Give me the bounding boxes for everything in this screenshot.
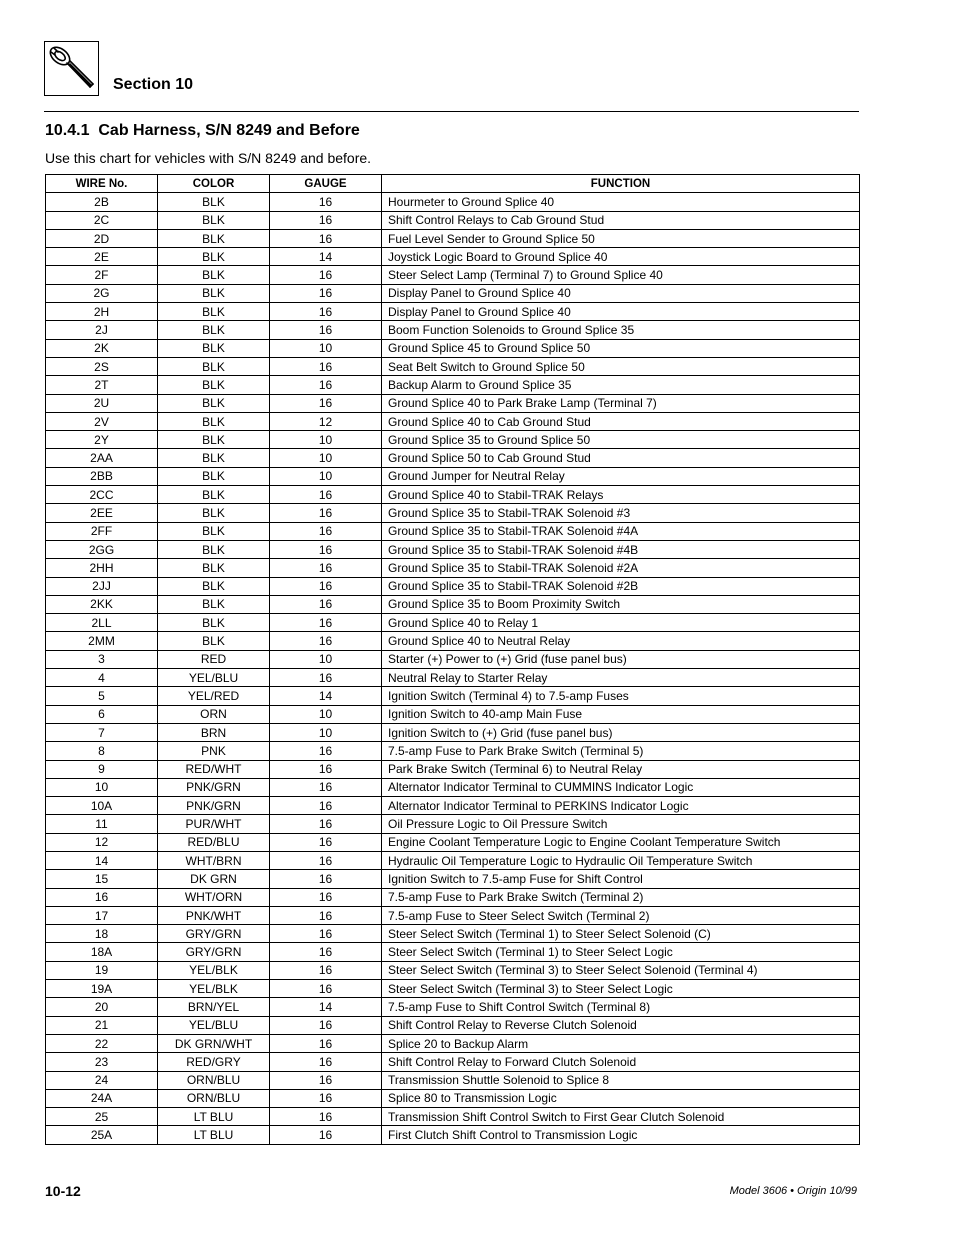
table-row — [46, 815, 860, 833]
wire-no-cell: 16 — [46, 888, 158, 906]
subsection-title: 10.4.1 Cab Harness, S/N 8249 and Before — [45, 122, 360, 139]
color-cell: YEL/RED — [158, 687, 270, 705]
wire-no-cell: 6 — [46, 705, 158, 723]
column-header-function: FUNCTION — [382, 175, 860, 193]
function-cell: Ignition Switch (Terminal 4) to 7.5-amp Fuses — [382, 687, 860, 705]
table-row — [46, 559, 860, 577]
wire-no-cell: 20 — [46, 998, 158, 1016]
gauge-cell: 16 — [270, 211, 382, 229]
table-row — [46, 486, 860, 504]
table-row — [46, 339, 860, 357]
wire-no-cell: 21 — [46, 1016, 158, 1034]
gauge-cell: 16 — [270, 1126, 382, 1144]
wire-no-cell: 25A — [46, 1126, 158, 1144]
table-row — [46, 522, 860, 540]
gauge-cell: 16 — [270, 906, 382, 924]
color-cell: PNK/WHT — [158, 906, 270, 924]
table-row — [46, 321, 860, 339]
gauge-cell: 16 — [270, 595, 382, 613]
function-cell: Steer Select Switch (Terminal 3) to Steer Select Logic — [382, 980, 860, 998]
color-cell: LT BLU — [158, 1108, 270, 1126]
gauge-cell: 16 — [270, 577, 382, 595]
column-header-wire-no: WIRE No. — [46, 175, 158, 193]
function-cell: Park Brake Switch (Terminal 6) to Neutral Relay — [382, 760, 860, 778]
table-row — [46, 998, 860, 1016]
table-row — [46, 961, 860, 979]
color-cell: ORN — [158, 705, 270, 723]
function-cell: Ground Splice 40 to Relay 1 — [382, 614, 860, 632]
gauge-cell: 16 — [270, 1108, 382, 1126]
wire-no-cell: 4 — [46, 669, 158, 687]
function-cell: Transmission Shuttle Solenoid to Splice 8 — [382, 1071, 860, 1089]
function-cell: Steer Select Lamp (Terminal 7) to Ground Splice 40 — [382, 266, 860, 284]
gauge-cell: 16 — [270, 815, 382, 833]
wire-no-cell: 7 — [46, 723, 158, 741]
gauge-cell: 16 — [270, 193, 382, 211]
color-cell: BLK — [158, 339, 270, 357]
function-cell: Alternator Indicator Terminal to PERKINS Indicator Logic — [382, 797, 860, 815]
function-cell: Ground Splice 35 to Stabil-TRAK Solenoid #2A — [382, 559, 860, 577]
color-cell: YEL/BLU — [158, 1016, 270, 1034]
color-cell: PNK/GRN — [158, 797, 270, 815]
wire-no-cell: 2K — [46, 339, 158, 357]
function-cell: Ignition Switch to 40-amp Main Fuse — [382, 705, 860, 723]
column-header-color: COLOR — [158, 175, 270, 193]
gauge-cell: 16 — [270, 632, 382, 650]
wire-no-cell: 2S — [46, 357, 158, 375]
gauge-cell: 16 — [270, 559, 382, 577]
color-cell: BLK — [158, 394, 270, 412]
gauge-cell: 14 — [270, 687, 382, 705]
wire-no-cell: 15 — [46, 870, 158, 888]
color-cell: BLK — [158, 229, 270, 247]
wire-harness-table — [45, 174, 860, 1145]
color-cell: BLK — [158, 211, 270, 229]
table-row — [46, 504, 860, 522]
function-cell: Hydraulic Oil Temperature Logic to Hydraulic Oil Temperature Switch — [382, 851, 860, 869]
table-row — [46, 925, 860, 943]
function-cell: Ground Splice 40 to Stabil-TRAK Relays — [382, 486, 860, 504]
table-row — [46, 1108, 860, 1126]
wire-no-cell: 2C — [46, 211, 158, 229]
gauge-cell: 16 — [270, 1016, 382, 1034]
table-row — [46, 412, 860, 430]
color-cell: BLK — [158, 467, 270, 485]
wire-no-cell: 24 — [46, 1071, 158, 1089]
wire-no-cell: 2V — [46, 412, 158, 430]
wire-no-cell: 2CC — [46, 486, 158, 504]
color-cell: BLK — [158, 303, 270, 321]
model-info: Model 3606 • Origin 10/99 — [729, 1185, 857, 1197]
color-cell: BLK — [158, 522, 270, 540]
wire-no-cell: 18 — [46, 925, 158, 943]
gauge-cell: 16 — [270, 1089, 382, 1107]
color-cell: YEL/BLK — [158, 980, 270, 998]
function-cell: Ignition Switch to (+) Grid (fuse panel bus) — [382, 723, 860, 741]
wire-no-cell: 24A — [46, 1089, 158, 1107]
gauge-cell: 16 — [270, 888, 382, 906]
wire-no-cell: 22 — [46, 1034, 158, 1052]
function-cell: Starter (+) Power to (+) Grid (fuse panel bus) — [382, 650, 860, 668]
function-cell: Ground Splice 35 to Stabil-TRAK Solenoid #4A — [382, 522, 860, 540]
function-cell: Transmission Shift Control Switch to First Gear Clutch Solenoid — [382, 1108, 860, 1126]
function-cell: Oil Pressure Logic to Oil Pressure Switch — [382, 815, 860, 833]
color-cell: BLK — [158, 504, 270, 522]
function-cell: Ground Splice 35 to Stabil-TRAK Solenoid #4B — [382, 540, 860, 558]
function-cell: Fuel Level Sender to Ground Splice 50 — [382, 229, 860, 247]
table-row — [46, 851, 860, 869]
table-header-row — [46, 175, 860, 193]
color-cell: GRY/GRN — [158, 943, 270, 961]
color-cell: RED — [158, 650, 270, 668]
gauge-cell: 16 — [270, 961, 382, 979]
table-row — [46, 778, 860, 796]
wire-no-cell: 3 — [46, 650, 158, 668]
wire-no-cell: 2J — [46, 321, 158, 339]
wire-no-cell: 17 — [46, 906, 158, 924]
table-row — [46, 248, 860, 266]
wire-no-cell: 2FF — [46, 522, 158, 540]
gauge-cell: 14 — [270, 248, 382, 266]
table-row — [46, 266, 860, 284]
column-header-gauge: GAUGE — [270, 175, 382, 193]
wire-no-cell: 18A — [46, 943, 158, 961]
function-cell: Ground Jumper for Neutral Relay — [382, 467, 860, 485]
table-row — [46, 614, 860, 632]
function-cell: Engine Coolant Temperature Logic to Engine Coolant Temperature Switch — [382, 833, 860, 851]
gauge-cell: 16 — [270, 357, 382, 375]
wire-no-cell: 19A — [46, 980, 158, 998]
function-cell: Ground Splice 35 to Ground Splice 50 — [382, 431, 860, 449]
gauge-cell: 16 — [270, 284, 382, 302]
gauge-cell: 10 — [270, 705, 382, 723]
table-row — [46, 357, 860, 375]
color-cell: BLK — [158, 248, 270, 266]
wire-no-cell: 10A — [46, 797, 158, 815]
color-cell: BLK — [158, 284, 270, 302]
table-row — [46, 540, 860, 558]
color-cell: WHT/ORN — [158, 888, 270, 906]
wire-no-cell: 2KK — [46, 595, 158, 613]
table-row — [46, 193, 860, 211]
function-cell: Hourmeter to Ground Splice 40 — [382, 193, 860, 211]
function-cell: Seat Belt Switch to Ground Splice 50 — [382, 357, 860, 375]
table-row — [46, 303, 860, 321]
color-cell: DK GRN — [158, 870, 270, 888]
gauge-cell: 16 — [270, 486, 382, 504]
gauge-cell: 16 — [270, 980, 382, 998]
wire-no-cell: 8 — [46, 742, 158, 760]
wire-no-cell: 5 — [46, 687, 158, 705]
color-cell: BLK — [158, 412, 270, 430]
gauge-cell: 10 — [270, 339, 382, 357]
gauge-cell: 16 — [270, 522, 382, 540]
function-cell: 7.5-amp Fuse to Park Brake Switch (Terminal 5) — [382, 742, 860, 760]
wire-no-cell: 10 — [46, 778, 158, 796]
table-row — [46, 669, 860, 687]
function-cell: Ground Splice 50 to Cab Ground Stud — [382, 449, 860, 467]
table-row — [46, 632, 860, 650]
gauge-cell: 10 — [270, 723, 382, 741]
header-divider — [44, 111, 859, 112]
wire-no-cell: 9 — [46, 760, 158, 778]
gauge-cell: 16 — [270, 394, 382, 412]
gauge-cell: 16 — [270, 797, 382, 815]
color-cell: BLK — [158, 595, 270, 613]
wire-no-cell: 19 — [46, 961, 158, 979]
table-row — [46, 943, 860, 961]
function-cell: Ground Splice 40 to Park Brake Lamp (Terminal 7) — [382, 394, 860, 412]
function-cell: Neutral Relay to Starter Relay — [382, 669, 860, 687]
color-cell: YEL/BLK — [158, 961, 270, 979]
gauge-cell: 16 — [270, 833, 382, 851]
wire-no-cell: 2T — [46, 376, 158, 394]
wire-no-cell: 2LL — [46, 614, 158, 632]
gauge-cell: 12 — [270, 412, 382, 430]
table-row — [46, 797, 860, 815]
wire-no-cell: 2MM — [46, 632, 158, 650]
function-cell: Display Panel to Ground Splice 40 — [382, 303, 860, 321]
wire-no-cell: 2E — [46, 248, 158, 266]
color-cell: DK GRN/WHT — [158, 1034, 270, 1052]
function-cell: First Clutch Shift Control to Transmission Logic — [382, 1126, 860, 1144]
color-cell: BLK — [158, 486, 270, 504]
color-cell: GRY/GRN — [158, 925, 270, 943]
gauge-cell: 16 — [270, 778, 382, 796]
wire-no-cell: 23 — [46, 1053, 158, 1071]
gauge-cell: 16 — [270, 376, 382, 394]
table-row — [46, 284, 860, 302]
gauge-cell: 16 — [270, 760, 382, 778]
color-cell: PNK — [158, 742, 270, 760]
table-row — [46, 1053, 860, 1071]
color-cell: BLK — [158, 577, 270, 595]
function-cell: Boom Function Solenoids to Ground Splice 35 — [382, 321, 860, 339]
color-cell: LT BLU — [158, 1126, 270, 1144]
table-row — [46, 705, 860, 723]
table-row — [46, 394, 860, 412]
function-cell: Ignition Switch to 7.5-amp Fuse for Shift Control — [382, 870, 860, 888]
color-cell: BLK — [158, 376, 270, 394]
color-cell: YEL/BLU — [158, 669, 270, 687]
wire-no-cell: 2H — [46, 303, 158, 321]
gauge-cell: 14 — [270, 998, 382, 1016]
table-row — [46, 906, 860, 924]
function-cell: 7.5-amp Fuse to Steer Select Switch (Terminal 2) — [382, 906, 860, 924]
gauge-cell: 16 — [270, 1071, 382, 1089]
function-cell: Ground Splice 40 to Neutral Relay — [382, 632, 860, 650]
color-cell: BLK — [158, 614, 270, 632]
function-cell: Ground Splice 35 to Stabil-TRAK Solenoid #3 — [382, 504, 860, 522]
color-cell: BRN — [158, 723, 270, 741]
gauge-cell: 10 — [270, 431, 382, 449]
color-cell: BLK — [158, 431, 270, 449]
gauge-cell: 10 — [270, 449, 382, 467]
gauge-cell: 16 — [270, 303, 382, 321]
wire-no-cell: 2GG — [46, 540, 158, 558]
function-cell: 7.5-amp Fuse to Park Brake Switch (Terminal 2) — [382, 888, 860, 906]
function-cell: Splice 80 to Transmission Logic — [382, 1089, 860, 1107]
wire-no-cell: 11 — [46, 815, 158, 833]
wire-no-cell: 2JJ — [46, 577, 158, 595]
table-row — [46, 1071, 860, 1089]
gauge-cell: 16 — [270, 943, 382, 961]
table-row — [46, 980, 860, 998]
color-cell: PNK/GRN — [158, 778, 270, 796]
gauge-cell: 16 — [270, 851, 382, 869]
table-row — [46, 467, 860, 485]
wire-no-cell: 2BB — [46, 467, 158, 485]
function-cell: Shift Control Relay to Reverse Clutch Solenoid — [382, 1016, 860, 1034]
table-row — [46, 1016, 860, 1034]
table-row — [46, 650, 860, 668]
wire-no-cell: 2F — [46, 266, 158, 284]
function-cell: Shift Control Relay to Forward Clutch Solenoid — [382, 1053, 860, 1071]
color-cell: BLK — [158, 266, 270, 284]
wrench-icon — [45, 42, 98, 95]
gauge-cell: 16 — [270, 870, 382, 888]
wire-no-cell: 14 — [46, 851, 158, 869]
table-row — [46, 595, 860, 613]
table-row — [46, 1034, 860, 1052]
gauge-cell: 10 — [270, 650, 382, 668]
table-row — [46, 870, 860, 888]
function-cell: Alternator Indicator Terminal to CUMMINS Indicator Logic — [382, 778, 860, 796]
function-cell: Ground Splice 45 to Ground Splice 50 — [382, 339, 860, 357]
wire-no-cell: 2B — [46, 193, 158, 211]
table-row — [46, 449, 860, 467]
intro-text: Use this chart for vehicles with S/N 8249 and before. — [45, 150, 372, 166]
table-row — [46, 211, 860, 229]
color-cell: PUR/WHT — [158, 815, 270, 833]
gauge-cell: 16 — [270, 614, 382, 632]
wire-no-cell: 2HH — [46, 559, 158, 577]
table-row — [46, 577, 860, 595]
wire-no-cell: 2EE — [46, 504, 158, 522]
wire-no-cell: 25 — [46, 1108, 158, 1126]
function-cell: Splice 20 to Backup Alarm — [382, 1034, 860, 1052]
color-cell: BLK — [158, 632, 270, 650]
wire-no-cell: 2U — [46, 394, 158, 412]
gauge-cell: 16 — [270, 540, 382, 558]
color-cell: BLK — [158, 540, 270, 558]
color-cell: WHT/BRN — [158, 851, 270, 869]
table-row — [46, 742, 860, 760]
gauge-cell: 16 — [270, 669, 382, 687]
color-cell: BLK — [158, 357, 270, 375]
wire-no-cell: 2G — [46, 284, 158, 302]
color-cell: ORN/BLU — [158, 1071, 270, 1089]
gauge-cell: 10 — [270, 467, 382, 485]
gauge-cell: 16 — [270, 504, 382, 522]
function-cell: Ground Splice 35 to Stabil-TRAK Solenoid #2B — [382, 577, 860, 595]
table-row — [46, 376, 860, 394]
function-cell: Steer Select Switch (Terminal 3) to Steer Select Solenoid (Terminal 4) — [382, 961, 860, 979]
gauge-cell: 16 — [270, 266, 382, 284]
gauge-cell: 16 — [270, 1053, 382, 1071]
table-row — [46, 687, 860, 705]
color-cell: BLK — [158, 449, 270, 467]
table-body — [46, 193, 860, 1144]
color-cell: ORN/BLU — [158, 1089, 270, 1107]
table-row — [46, 888, 860, 906]
table-row — [46, 229, 860, 247]
gauge-cell: 16 — [270, 229, 382, 247]
table-row — [46, 431, 860, 449]
color-cell: RED/BLU — [158, 833, 270, 851]
gauge-cell: 16 — [270, 321, 382, 339]
table-row — [46, 1126, 860, 1144]
wire-no-cell: 12 — [46, 833, 158, 851]
function-cell: Joystick Logic Board to Ground Splice 40 — [382, 248, 860, 266]
color-cell: RED/GRY — [158, 1053, 270, 1071]
color-cell: BLK — [158, 321, 270, 339]
gauge-cell: 16 — [270, 742, 382, 760]
section-logo — [44, 41, 99, 96]
page-number: 10-12 — [45, 1183, 81, 1199]
section-label: Section 10 — [113, 76, 194, 93]
color-cell: BRN/YEL — [158, 998, 270, 1016]
function-cell: 7.5-amp Fuse to Shift Control Switch (Terminal 8) — [382, 998, 860, 1016]
color-cell: BLK — [158, 559, 270, 577]
table-row — [46, 1089, 860, 1107]
function-cell: Ground Splice 40 to Cab Ground Stud — [382, 412, 860, 430]
function-cell: Shift Control Relays to Cab Ground Stud — [382, 211, 860, 229]
function-cell: Backup Alarm to Ground Splice 35 — [382, 376, 860, 394]
function-cell: Steer Select Switch (Terminal 1) to Steer Select Solenoid (C) — [382, 925, 860, 943]
wire-no-cell: 2AA — [46, 449, 158, 467]
gauge-cell: 16 — [270, 1034, 382, 1052]
wire-no-cell: 2Y — [46, 431, 158, 449]
function-cell: Ground Splice 35 to Boom Proximity Switch — [382, 595, 860, 613]
gauge-cell: 16 — [270, 925, 382, 943]
function-cell: Display Panel to Ground Splice 40 — [382, 284, 860, 302]
color-cell: RED/WHT — [158, 760, 270, 778]
function-cell: Steer Select Switch (Terminal 1) to Steer Select Logic — [382, 943, 860, 961]
table-row — [46, 723, 860, 741]
wire-no-cell: 2D — [46, 229, 158, 247]
color-cell: BLK — [158, 193, 270, 211]
table-row — [46, 760, 860, 778]
table-row — [46, 833, 860, 851]
